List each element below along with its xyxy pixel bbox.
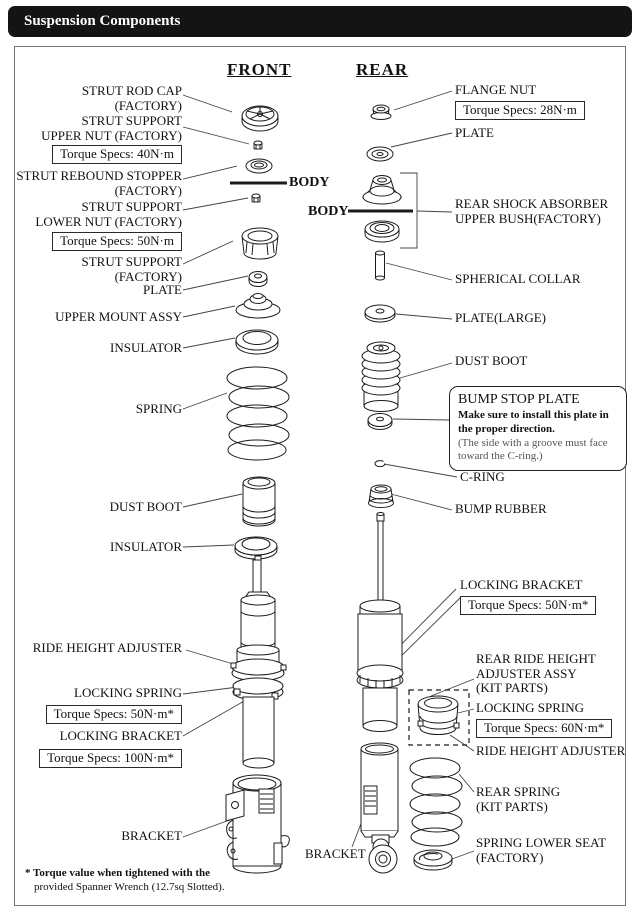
dust-boot-rear-drawing	[362, 342, 400, 412]
bump-stop-plate-note: Make sure to install this plate in the proper direction.	[458, 409, 609, 435]
label-locking-spring-front: LOCKING SPRING	[74, 685, 182, 700]
bump-stop-plate-note-box	[449, 386, 627, 471]
footnote-line: provided Spanner Wrench (12.7sq Slotted).	[34, 881, 225, 894]
label-ride-height-adjuster-rear: RIDE HEIGHT ADJUSTER	[476, 743, 626, 758]
label-strut-support-upper-nut	[41, 114, 182, 143]
torque-spec-28nm-box: Torque Specs: 28N·m	[455, 101, 585, 120]
label-spring: SPRING	[135, 401, 182, 416]
bump-rubber-drawing	[369, 485, 394, 508]
bracket-front-drawing	[226, 775, 289, 873]
spring-lower-seat-drawing	[414, 850, 452, 870]
torque-footnote	[25, 866, 225, 895]
upper-bush-top-drawing	[363, 176, 401, 205]
strut-support-lower-nut-drawing	[252, 194, 260, 202]
flange-nut-drawing	[371, 105, 391, 120]
label-insulator-lower: INSULATOR	[110, 539, 182, 554]
front-section-header: FRONT	[227, 60, 292, 79]
label-c-ring: C-RING	[460, 469, 505, 484]
label-line: LOWER NUT (FACTORY)	[35, 213, 182, 229]
spherical-collar-drawing	[376, 251, 385, 280]
label-plate-large: PLATE(LARGE)	[455, 310, 546, 325]
rear-shock-drawing	[357, 513, 403, 732]
label-locking-bracket-rear: LOCKING BRACKET	[460, 577, 583, 592]
bump-stop-plate-drawing	[368, 414, 392, 430]
torque-spec-60nm-star-box: Torque Specs: 60N·m*	[476, 719, 612, 738]
label-line: (FACTORY)	[114, 182, 182, 198]
label-line: STRUT ROD CAP	[81, 83, 182, 98]
plate-front-drawing	[249, 272, 267, 287]
label-plate-front: PLATE	[143, 282, 182, 297]
label-locking-spring-rear: LOCKING SPRING	[476, 700, 584, 715]
label-ride-height-adjuster-front: RIDE HEIGHT ADJUSTER	[32, 640, 182, 655]
rear-ride-height-adjuster-drawing	[418, 696, 459, 735]
torque-spec-50nm-star-box-front: Torque Specs: 50N·m*	[46, 705, 182, 724]
label-line: STRUT SUPPORT	[81, 113, 182, 128]
torque-spec-50nm-box: Torque Specs: 50N·m	[52, 232, 182, 251]
label-plate-rear: PLATE	[455, 125, 494, 140]
spring-front-drawing	[227, 367, 289, 460]
label-spring-lower-seat	[476, 836, 606, 865]
bump-stop-plate-title: BUMP STOP PLATE	[458, 392, 580, 407]
rear-body-label: BODY	[308, 204, 349, 219]
footnote-line: * Torque value when tightened with the	[25, 867, 210, 879]
torque-spec-100nm-star-box: Torque Specs: 100N·m*	[39, 749, 182, 768]
label-line: STRUT REBOUND STOPPER	[16, 168, 182, 183]
c-ring-drawing	[375, 461, 385, 467]
label-line: (FACTORY)	[114, 268, 182, 284]
page-title: Suspension Components	[8, 6, 632, 37]
label-strut-rod-cap	[82, 84, 182, 113]
torque-spec-40nm-box: Torque Specs: 40N·m	[52, 145, 182, 164]
strut-support-drawing	[242, 228, 278, 259]
label-flange-nut: FLANGE NUT	[455, 82, 537, 97]
label-line: REAR SHOCK ABSORBER	[455, 196, 609, 211]
rear-lower-unit-drawing	[361, 743, 398, 873]
label-line: UPPER NUT (FACTORY)	[41, 127, 182, 143]
front-strut-drawing	[231, 556, 286, 768]
label-rear-spring	[476, 785, 560, 814]
label-bracket-rear: BRACKET	[305, 846, 366, 861]
label-strut-support-lower-nut	[35, 200, 182, 229]
dust-boot-front-drawing	[243, 477, 275, 526]
upper-bush-bottom-drawing	[365, 221, 399, 242]
label-bracket-front: BRACKET	[121, 828, 182, 843]
rear-section-header: REAR	[356, 60, 409, 79]
plate-rear-drawing	[367, 147, 393, 161]
label-line: (FACTORY)	[114, 97, 182, 113]
strut-rebound-stopper-drawing	[246, 159, 272, 173]
insulator-upper-drawing	[236, 330, 278, 354]
rear-spring-drawing	[410, 758, 462, 846]
label-line: UPPER BUSH(FACTORY)	[455, 210, 601, 226]
label-dust-boot-rear: DUST BOOT	[455, 353, 528, 368]
label-bump-rubber: BUMP RUBBER	[455, 501, 547, 516]
label-line: REAR RIDE HEIGHT	[476, 651, 596, 666]
label-dust-boot-front: DUST BOOT	[109, 499, 182, 514]
label-rear-ride-height-adjuster-assy	[476, 652, 596, 696]
label-line: (KIT PARTS)	[476, 798, 548, 814]
label-locking-bracket-front: LOCKING BRACKET	[59, 728, 182, 743]
label-line: (KIT PARTS)	[476, 680, 548, 696]
label-upper-mount-assy: UPPER MOUNT ASSY	[55, 309, 182, 324]
label-strut-rebound-stopper	[16, 169, 182, 198]
label-line: (FACTORY)	[476, 849, 544, 865]
label-line: STRUT SUPPORT	[81, 199, 182, 214]
label-strut-support	[82, 255, 182, 284]
label-spherical-collar: SPHERICAL COLLAR	[455, 271, 581, 286]
label-line: SPRING LOWER SEAT	[476, 835, 607, 850]
front-body-label: BODY	[289, 175, 330, 190]
label-line: STRUT SUPPORT	[81, 254, 182, 269]
label-line: REAR SPRING	[476, 784, 561, 799]
label-insulator-upper: INSULATOR	[110, 340, 182, 355]
strut-rod-cap-drawing	[242, 106, 278, 131]
label-rear-shock-upper-bush	[455, 197, 608, 226]
bump-stop-plate-subnote: (The side with a groove must face toward the C-ring.)	[458, 436, 608, 463]
torque-spec-50nm-star-box-rear: Torque Specs: 50N·m*	[460, 596, 596, 615]
strut-support-upper-nut-drawing	[254, 141, 262, 149]
plate-large-drawing	[365, 305, 395, 322]
upper-mount-assy-drawing	[236, 294, 280, 319]
label-line: ADJUSTER ASSY	[476, 665, 577, 681]
